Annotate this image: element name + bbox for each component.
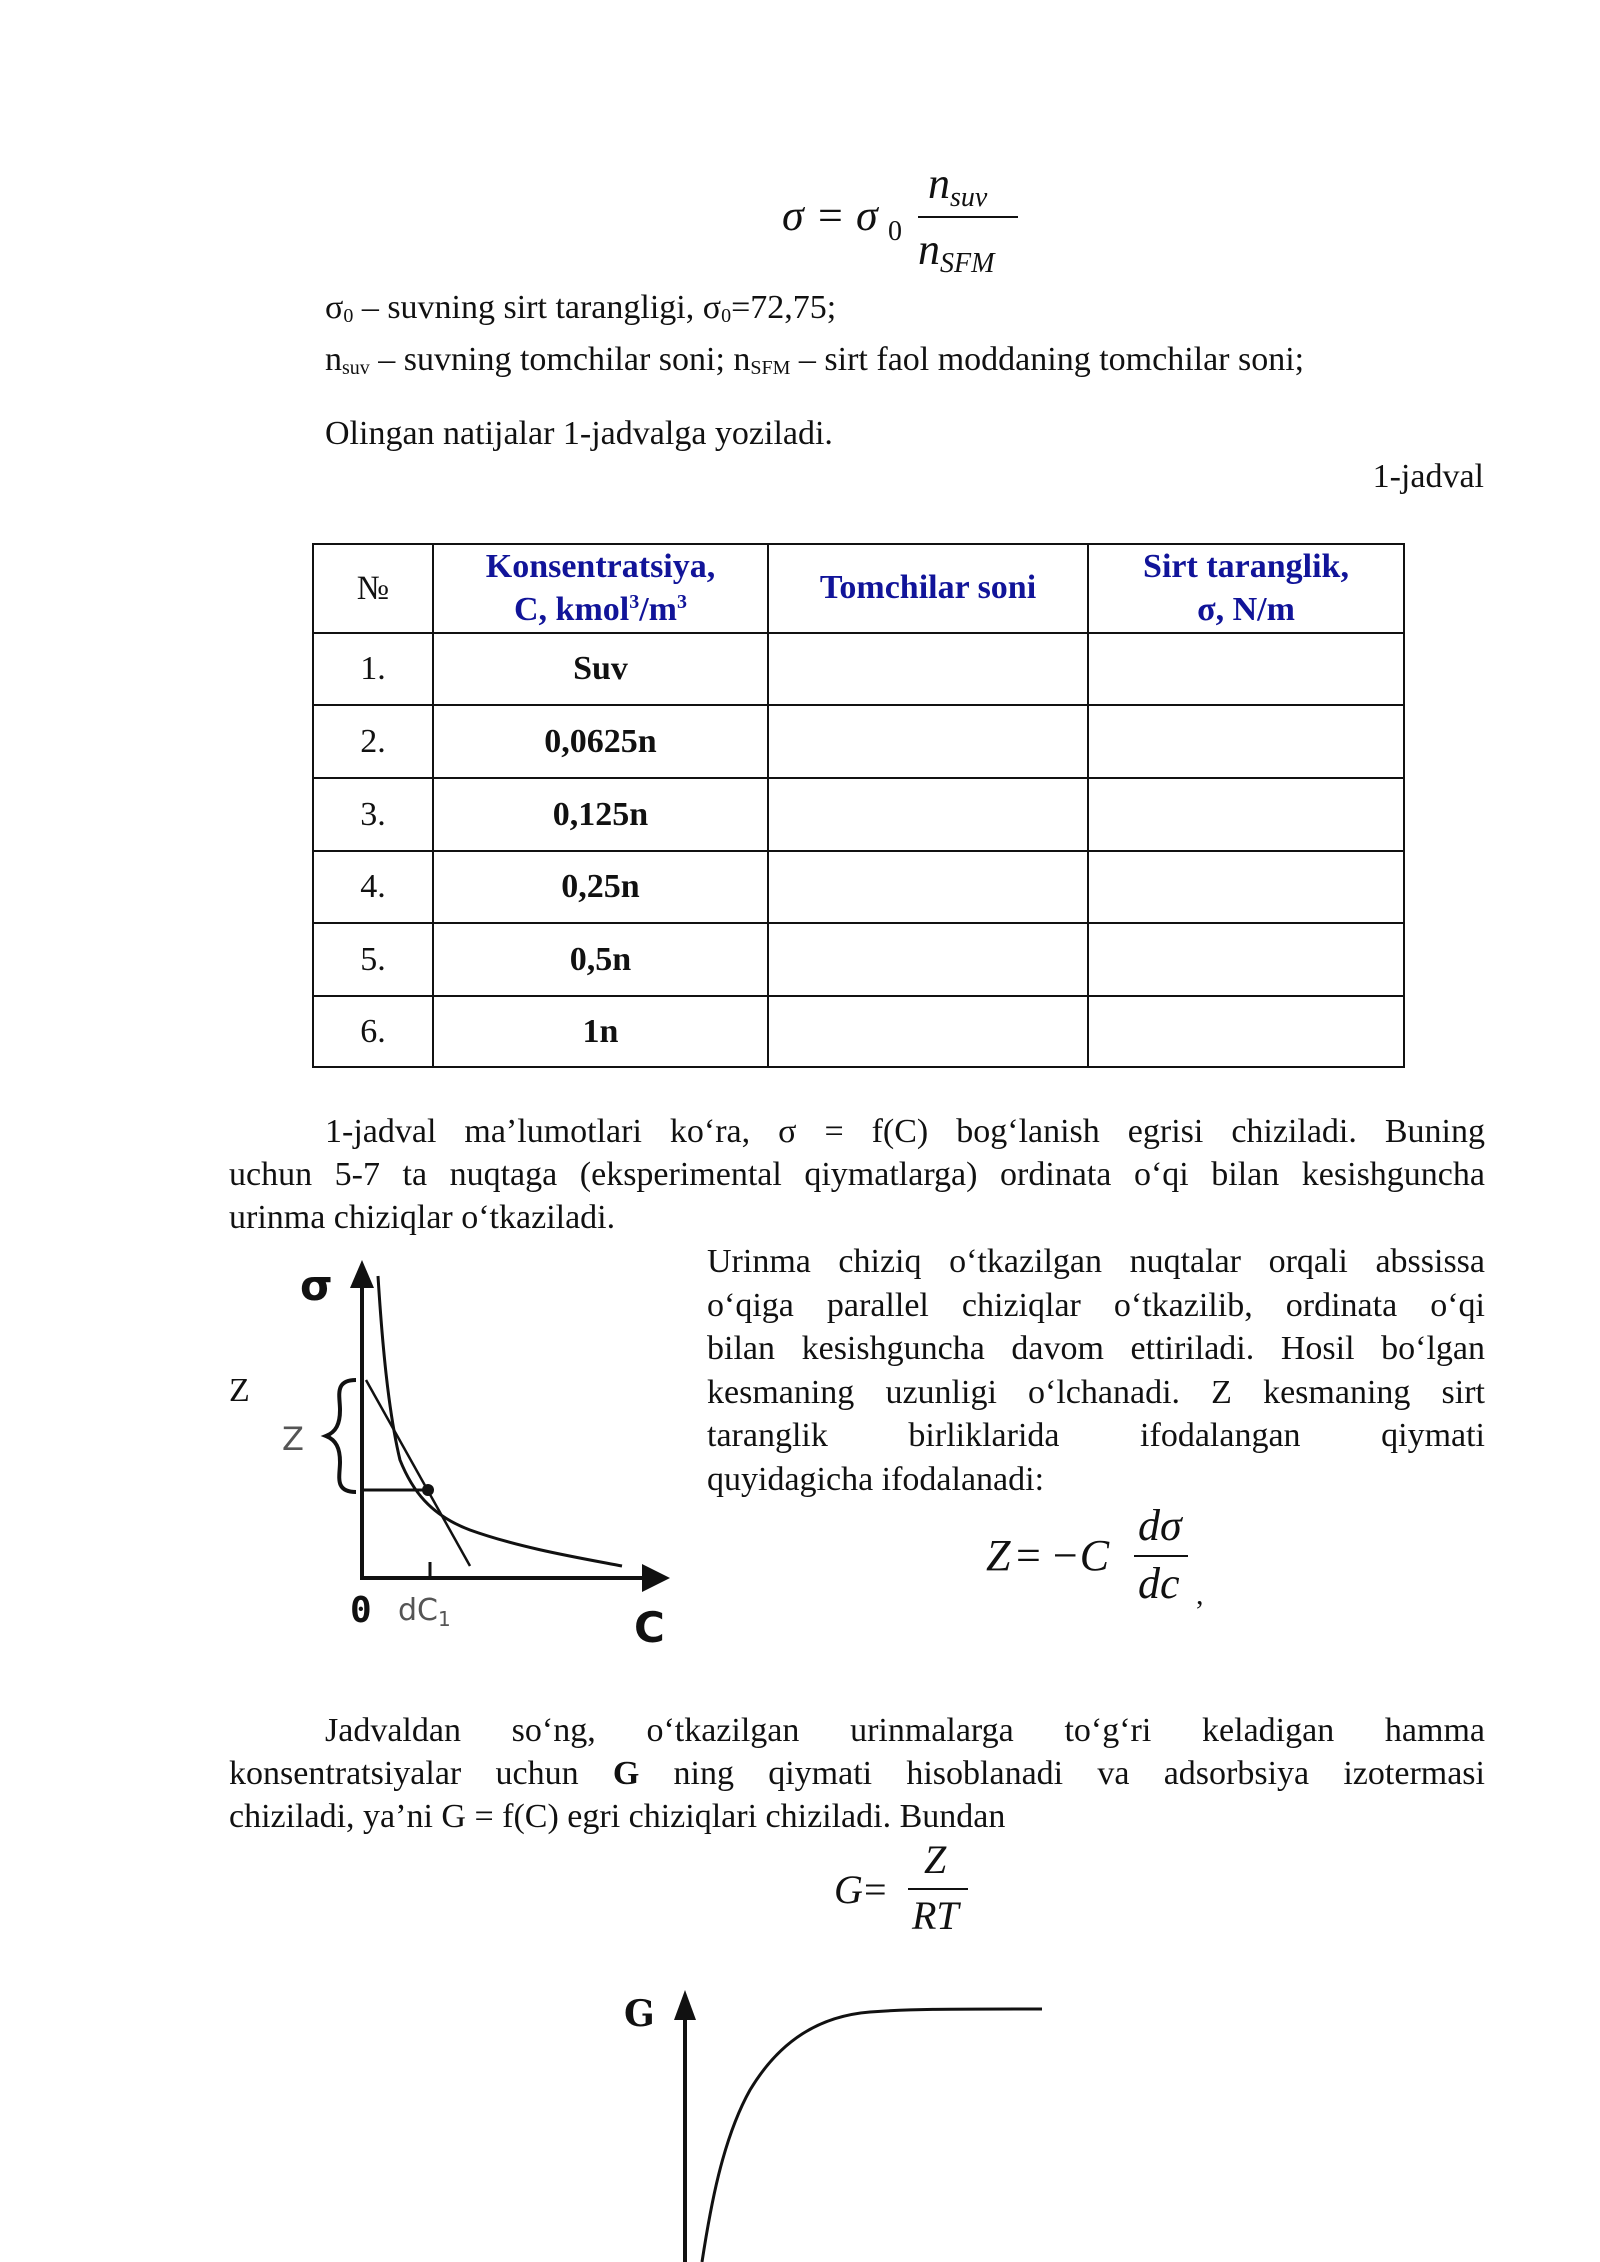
def-sigma-symbol: σ [325,289,344,326]
table-row [313,996,1404,1067]
row-tension[interactable] [1088,778,1404,851]
fig1-tangent-point [422,1484,434,1496]
paragraph-3-line1: Jadvaldan so‘ng, o‘tkazilgan urinmalarga to‘g‘ri keladigan hamma [325,1712,1485,1749]
row-drops[interactable] [768,778,1088,851]
fig1-y-arrow [350,1260,374,1288]
formula-g-lhs: G [834,1867,863,1912]
row-number: 2. [313,705,433,778]
paragraph-1-line3: urinma chiziqlar o‘tkaziladi. [229,1199,616,1236]
paragraph-2-line1: Urinma chiziq o‘tkazilgan nuqtalar orqali abssissa [707,1243,1485,1280]
formula-sigma-num-n: n [928,159,950,208]
definitions [325,286,1304,390]
row-tension[interactable] [1088,633,1404,705]
row-concentration: Suv [433,633,768,705]
formula-sigma-denominator [918,224,995,279]
paragraph-3-line2-a: konsentratsiyalar uchun [229,1755,613,1792]
margin-label-z: Z [229,1372,250,1409]
row-number: 6. [313,996,433,1067]
row-drops[interactable] [768,923,1088,996]
paragraph-3 [229,1709,1485,1838]
header-drops: Tomchilar soni [768,544,1088,633]
def-sigma-text: – suvning sirt tarangligi, σ [353,289,722,326]
table-row [313,705,1404,778]
row-number: 4. [313,851,433,923]
def-n-sub2: SFM [750,357,791,379]
paragraph-3-line2-g: G [612,1755,640,1792]
fig1-z-label: Z [282,1420,304,1458]
paragraph-1-line1: 1-jadval ma’lumotlari ko‘ra, σ = f(C) bog‘lanish egrisi chiziladi. Buning [325,1113,1485,1150]
formula-g-num: Z [924,1837,947,1882]
def-n-sub: suv [342,357,370,379]
header-number: № [313,544,433,633]
header-conc-sup1: 3 [629,590,640,613]
row-drops[interactable] [768,851,1088,923]
fig1-dc-label [398,1593,451,1631]
row-drops[interactable] [768,633,1088,705]
def-sigma-sub: 0 [343,305,354,327]
row-drops[interactable] [768,705,1088,778]
formula-g-fraction-bar [908,1888,968,1890]
paragraph-2-line6: quyidagicha ifodalanadi: [707,1460,1045,1498]
intro-text: Olingan natijalar 1-jadvalga yoziladi. [325,415,833,452]
row-number: 5. [313,923,433,996]
formula-sigma-fraction-bar [918,216,1018,218]
formula-g-eq: = [864,1867,887,1912]
row-concentration: 0,5n [433,923,768,996]
fig1-dc-text: dC [398,1593,438,1628]
formula-z-comma: , [1196,1578,1204,1611]
fig2-curve [702,2009,1042,2262]
row-concentration: 0,125n [433,778,768,851]
formula-g-den: RT [912,1893,959,1938]
table-row [313,923,1404,996]
formula-z [986,1500,1246,1612]
formula-g [834,1836,1014,1946]
fig1-curve [378,1276,622,1566]
paragraph-3-line2 [229,1752,1485,1795]
fig1-x-arrow [642,1564,670,1592]
row-tension[interactable] [1088,923,1404,996]
formula-sigma-den-n: n [918,225,940,274]
table-row [313,778,1404,851]
paragraph-2-line2: o‘qiga parallel chiziqlar o‘tkazilib, ordinata o‘qi [707,1286,1485,1324]
header-conc-line1: Konsentratsiya, [485,548,716,585]
row-tension[interactable] [1088,996,1404,1067]
paragraph-2-line5: taranglik birliklarida ifodalangan qiymati [707,1417,1485,1454]
paragraph-3-line3: chiziladi, ya’ni G = f(C) egri chiziqlari chiziladi. Bundan [229,1798,1006,1835]
formula-sigma-lhs: σ [782,191,804,240]
fig1-y-label: σ [300,1261,333,1310]
formula-sigma-eq: = [818,191,843,240]
row-concentration: 0,0625n [433,705,768,778]
header-conc-kmol: C, kmol [513,590,630,628]
fig2-y-label: G [624,1993,655,2035]
table-row [313,851,1404,923]
header-tension-line1: Sirt taranglik, [1143,548,1349,585]
fig2-y-arrow [674,1990,696,2020]
figure-adsorption-isotherm [610,1980,1070,2262]
formula-z-rhs: −C [1050,1531,1110,1580]
table-header-row [313,544,1404,633]
formula-sigma-sigma0: σ [856,191,878,240]
row-tension[interactable] [1088,851,1404,923]
fig1-x-label: C [634,1603,665,1650]
formula-z-num: dσ [1138,1501,1182,1550]
figure-surface-tension-curve [270,1250,690,1650]
paragraph-1 [229,1110,1485,1239]
formula-sigma-num-sub: suv [950,182,988,213]
header-tension-line2: σ, N/m [1197,590,1295,628]
definition-drops [325,338,1304,390]
paragraph-2-line3: bilan kesishguncha davom ettiriladi. Hosil bo‘lgan [707,1330,1485,1367]
header-conc-m: /m [639,590,677,628]
row-drops[interactable] [768,996,1088,1067]
results-table [312,543,1405,1068]
def-n-symbol: n [325,341,342,378]
formula-sigma-numerator [928,158,988,213]
table-row [313,633,1404,705]
header-conc-line2 [434,589,767,632]
formula-z-lhs: Z [986,1531,1011,1580]
def-n-text: – suvning tomchilar soni; n [369,341,751,378]
formula-z-fraction-bar [1134,1555,1188,1557]
fig1-origin-label: 0 [350,1590,372,1631]
formula-sigma-den-sub: SFM [940,248,995,279]
row-number: 1. [313,633,433,705]
def-n-rest: – sirt faol moddaning tomchilar soni; [790,341,1305,378]
formula-z-eq: = [1016,1531,1041,1580]
header-conc-sup2: 3 [677,590,687,613]
definition-sigma0 [325,286,1304,338]
paragraph-3-line2-c: ning qiymati hisoblanadi va adsorbsiya izotermasi [639,1755,1485,1792]
formula-sigma-sigma0-sub: 0 [888,216,902,247]
def-sigma-sub2: 0 [721,305,732,327]
formula-z-den: dc [1138,1559,1180,1608]
table-caption: 1-jadval [1372,458,1484,495]
fig1-dc-sub: 1 [438,1607,451,1631]
header-tension [1088,544,1404,633]
row-tension[interactable] [1088,705,1404,778]
paragraph-1-line2: uchun 5-7 ta nuqtaga (eksperimental qiymatlarga) ordinata o‘qi bilan kesishguncha [229,1156,1485,1193]
paragraph-2-line4: kesmaning uzunligi o‘lchanadi. Z kesmaning sirt [707,1373,1485,1411]
row-concentration: 1n [433,996,768,1067]
fig1-brace [326,1380,356,1492]
fig1-tangent-line [366,1380,470,1566]
def-sigma-value: =72,75; [731,289,837,326]
paragraph-2 [707,1240,1485,1501]
header-concentration [433,544,768,633]
row-number: 3. [313,778,433,851]
row-concentration: 0,25n [433,851,768,923]
